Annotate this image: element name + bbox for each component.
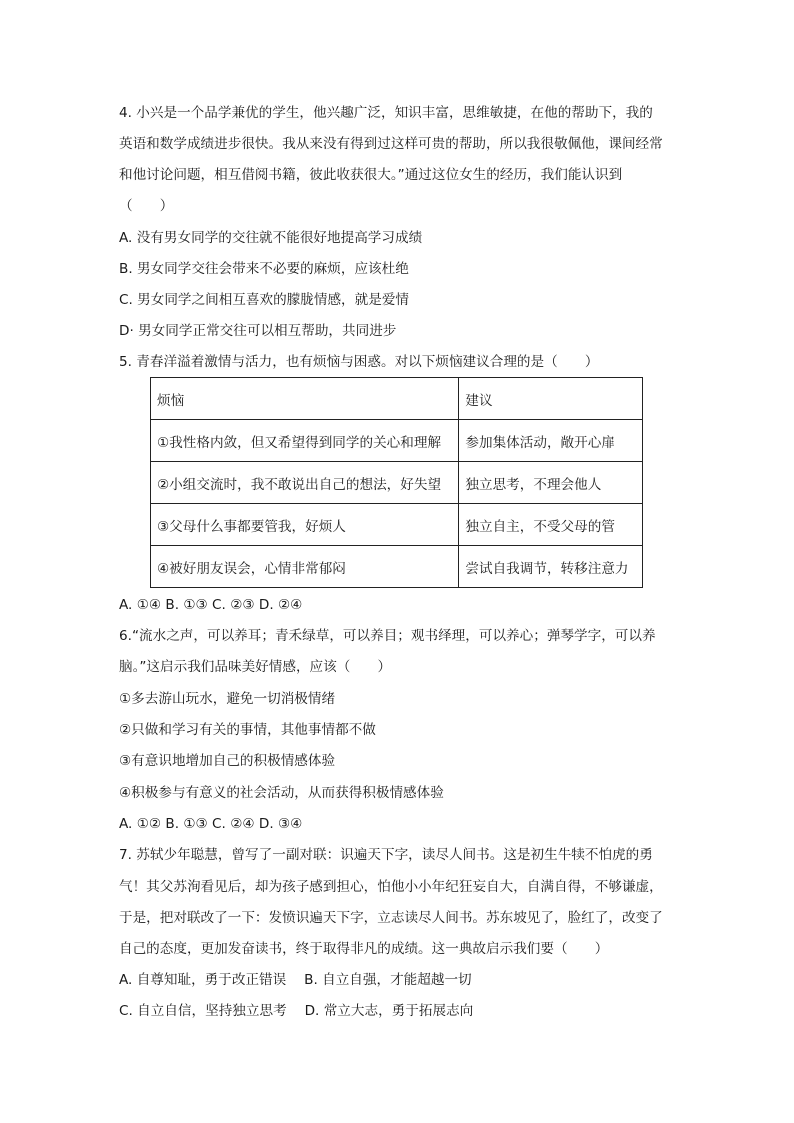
q7-stem-line-2: 气！其父苏洵看见后，却为孩子感到担心，怕他小小年纪狂妄自大，自满自得，不够谦虚， <box>119 879 663 895</box>
q7-options-row-1: A. 自尊知耻，勇于改正错误 B. 自立自强，才能超越一切 <box>119 972 472 988</box>
table-cell: ④被好朋友误会，心情非常郁闷 <box>151 546 459 588</box>
q6-item-3: ③有意识地增加自己的积极情感体验 <box>119 753 336 769</box>
table-row <box>151 420 643 462</box>
table-cell: ③父母什么事都要管我，好烦人 <box>151 504 459 546</box>
table-cell: ①我性格内敛，但又希望得到同学的关心和理解 <box>151 420 459 462</box>
table-cell: ②小组交流时，我不敢说出自己的想法，好失望 <box>151 462 459 504</box>
q4-option-a: A. 没有男女同学的交往就不能很好地提高学习成绩 <box>119 230 423 246</box>
q6-item-2: ②只做和学习有关的事情，其他事情都不做 <box>119 722 376 738</box>
table-cell: 独立思考，不理会他人 <box>459 462 643 504</box>
q4-answer-bracket: （ ） <box>119 198 174 214</box>
table-header-cell: 烦恼 <box>151 378 459 420</box>
q4-stem-line-3: 和他讨论问题，相互借阅书籍，彼此收获很大。”通过这位女生的经历，我们能认识到 <box>119 167 623 183</box>
q4-stem-line-2: 英语和数学成绩进步很快。我从来没有得到过这样可贵的帮助，所以我很敬佩他，课间经常 <box>119 136 663 152</box>
table-cell: 独立自主，不受父母的管 <box>459 504 643 546</box>
q5-table <box>150 377 643 588</box>
q6-item-1: ①多去游山玩水，避免一切消极情绪 <box>119 691 336 707</box>
table-header-row <box>151 378 643 420</box>
q6-stem-line-2: 脑。”这启示我们品味美好情感，应该（ ） <box>119 659 392 675</box>
q6-item-4: ④积极参与有意义的社会活动，从而获得积极情感体验 <box>119 785 444 801</box>
q7-stem-line-3: 于是，把对联改了一下：发愤识遍天下字，立志读尽人间书。苏东坡见了，脸红了，改变了 <box>119 910 663 926</box>
q7-options-row-2: C. 自立自信，坚持独立思考 D. 常立大志，勇于拓展志向 <box>119 1003 474 1019</box>
table-row <box>151 504 643 546</box>
table-cell: 尝试自我调节，转移注意力 <box>459 546 643 588</box>
table-row <box>151 546 643 588</box>
q4-option-b: B. 男女同学交往会带来不必要的麻烦，应该杜绝 <box>119 261 409 277</box>
table-header-cell: 建议 <box>459 378 643 420</box>
q5-options: A. ①④ B. ①③ C. ②③ D. ②④ <box>119 597 303 613</box>
q6-options: A. ①② B. ①③ C. ②④ D. ③④ <box>119 816 303 832</box>
q6-stem-line-1: 6.“流水之声，可以养耳；青禾绿草，可以养目；观书绎理，可以养心；弹琴学字，可以养 <box>119 628 656 644</box>
q4-option-d: D· 男女同学正常交往可以相互帮助，共同进步 <box>119 323 397 339</box>
q4-option-c: C. 男女同学之间相互喜欢的朦胧情感，就是爱情 <box>119 292 410 308</box>
q7-stem-line-1: 7. 苏轼少年聪慧，曾写了一副对联：识遍天下字，读尽人间书。这是初生牛犊不怕虎的勇 <box>119 847 653 863</box>
q7-stem-line-4: 自己的态度，更加发奋读书，终于取得非凡的成绩。这一典故启示我们要（ ） <box>119 941 609 957</box>
q5-stem: 5. 青春洋溢着激情与活力，也有烦恼与困惑。对以下烦恼建议合理的是（ ） <box>119 354 599 370</box>
table-row <box>151 462 643 504</box>
q4-stem-line-1: 4. 小兴是一个品学兼优的学生，他兴趣广泛，知识丰富，思维敏捷，在他的帮助下，我的 <box>119 105 653 121</box>
table-cell: 参加集体活动，敞开心扉 <box>459 420 643 462</box>
